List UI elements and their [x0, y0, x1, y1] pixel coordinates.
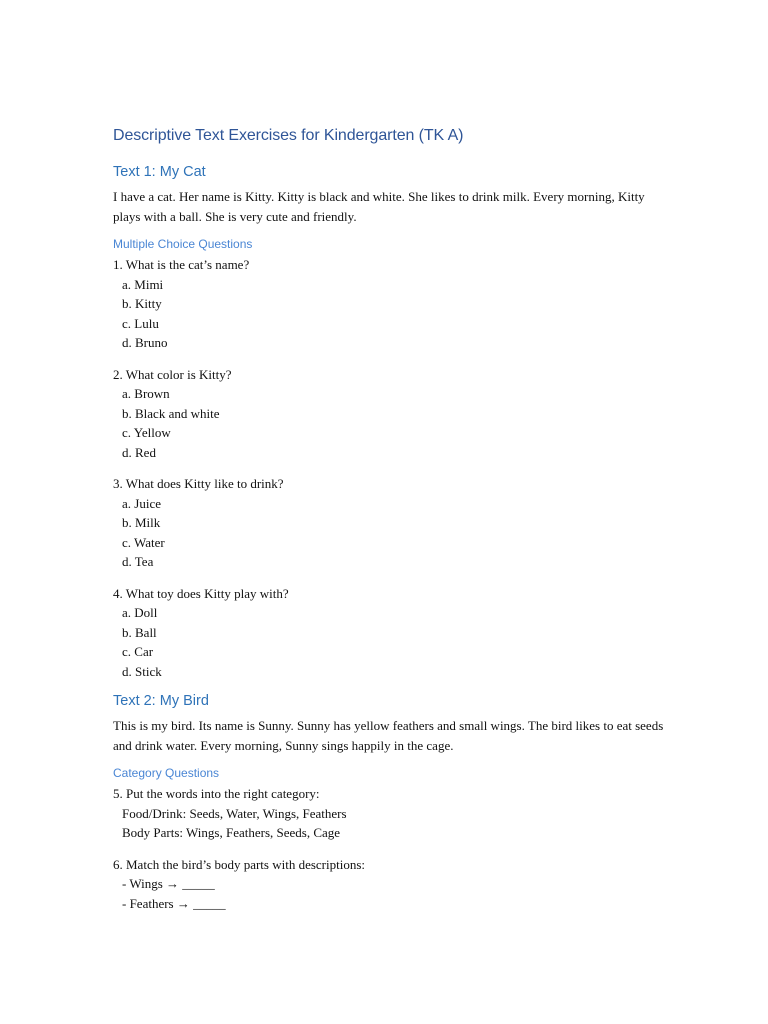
question-3-option-d: d. Tea — [122, 554, 154, 569]
question-4-option-d: d. Stick — [122, 663, 162, 679]
question-2-option-b: b. Black and white — [122, 405, 220, 421]
text2-heading: Text 2: My Bird — [113, 693, 209, 709]
question-2-text: 2. What color is Kitty? — [113, 366, 232, 382]
question-1 — [113, 255, 673, 353]
question-1-option-c: c. Lulu — [122, 315, 159, 331]
question-3-option-a: a. Juice — [122, 495, 161, 511]
text1-section — [113, 162, 673, 681]
question-2-option-a: a. Brown — [122, 386, 170, 401]
document-page — [113, 124, 673, 925]
question-4-option-a: a. Doll — [122, 605, 158, 620]
question-5-food-drink: Food/Drink: Seeds, Water, Wings, Feathers — [122, 805, 347, 821]
question-3-option-c: c. Water — [122, 534, 165, 550]
text1-paragraph: I have a cat. Her name is Kitty. Kitty is black and white. She likes to drink milk. Every morning, Kitty plays with a ball. She is very cute and friendly. — [113, 189, 645, 224]
question-4-text: 4. What toy does Kitty play with? — [113, 585, 289, 601]
question-1-option-a: a. Mimi — [122, 276, 164, 292]
text2-section — [113, 691, 673, 913]
question-1-text: 1. What is the cat’s name? — [113, 257, 250, 272]
question-3-option-b: b. Milk — [122, 515, 161, 530]
question-4 — [113, 584, 673, 682]
question-1-option-b: b. Kitty — [122, 296, 162, 311]
question-3-text: 3. What does Kitty like to drink? — [113, 476, 284, 491]
category-heading: Category Questions — [113, 766, 220, 780]
question-4-option-c: c. Car — [122, 644, 154, 659]
question-6-wings: - Wings → _____ — [122, 876, 215, 891]
multiple-choice-heading: Multiple Choice Questions — [113, 237, 253, 251]
text2-paragraph: This is my bird. Its name is Sunny. Sunny has yellow feathers and small wings. The bird likes to eat seeds and drink water. Every morning, Sunny sings happily in the cage. — [113, 718, 664, 753]
question-4-option-b: b. Ball — [122, 624, 157, 640]
text1-heading: Text 1: My Cat — [113, 164, 206, 180]
question-6-text: 6. Match the bird’s body parts with descriptions: — [113, 856, 366, 872]
question-5-text: 5. Put the words into the right category: — [113, 786, 320, 801]
question-6-feathers: - Feathers → _____ — [122, 895, 226, 911]
question-1-option-d: d. Bruno — [122, 335, 168, 350]
question-2 — [113, 365, 673, 463]
question-5-body-parts: Body Parts: Wings, Feathers, Seeds, Cage — [122, 825, 341, 840]
question-6 — [113, 855, 673, 914]
question-2-option-c: c. Yellow — [122, 425, 171, 440]
document-title: Descriptive Text Exercises for Kindergarten (TK A) — [113, 127, 464, 144]
question-5 — [113, 784, 673, 843]
question-2-option-d: d. Red — [122, 444, 156, 460]
question-3 — [113, 474, 673, 572]
